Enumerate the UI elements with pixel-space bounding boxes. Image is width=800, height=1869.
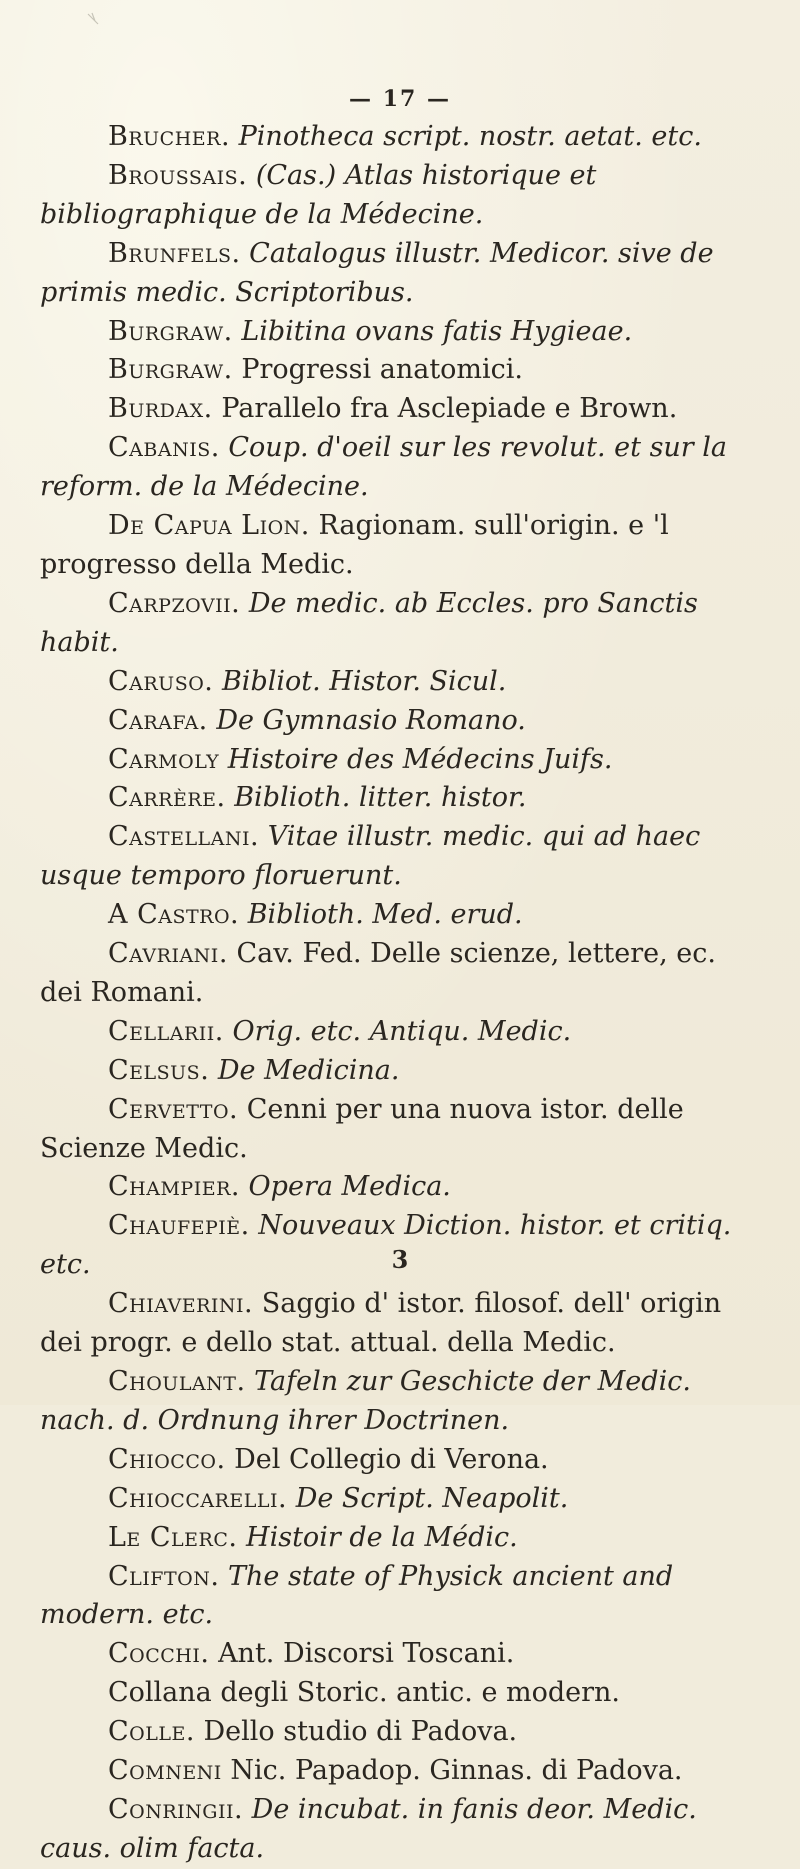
entry-author: Chaufepiè. <box>108 1210 250 1242</box>
list-item <box>40 585 745 663</box>
list-item <box>40 429 745 507</box>
list-item <box>40 1285 745 1363</box>
list-item <box>40 935 745 1013</box>
entry-author: Caruso. <box>108 665 214 697</box>
entry-title: Ant. Discorsi Toscani. <box>218 1638 515 1670</box>
list-item <box>40 663 745 702</box>
entry-author: Conringii. <box>108 1793 244 1825</box>
entry-title: Pinotheca script. nostr. aetat. etc. <box>238 121 702 152</box>
entry-title: Orig. etc. Antiqu. Medic. <box>232 1015 572 1047</box>
entry-title: Coup. d'oeil sur les revolut. et sur la reform. de la Médecine. <box>40 432 728 503</box>
entry-author: Le Clerc. <box>108 1521 238 1553</box>
entry-title: Libitina ovans fatis Hygieae. <box>241 315 633 347</box>
entry-title: De incubat. in fanis deor. Medic. caus. olim facta. <box>40 1793 697 1864</box>
entry-title: De Script. Neapolit. <box>295 1482 569 1514</box>
entry-title: Catalogus illustr. Medicor. sive de primis medic. Scriptoribus. <box>40 237 714 308</box>
list-item <box>40 1558 745 1636</box>
entry-title: (Cas.) Atlas historique et bibliographique de la Médecine. <box>40 159 597 230</box>
entry-title: The state of Physick ancient and modern. etc. <box>40 1560 674 1631</box>
entry-title: Ragionam. sull'origin. e 'l progresso della Medic. <box>40 510 669 580</box>
list-item <box>40 507 745 585</box>
entry-title: Nic. Papadop. Ginnas. di Padova. <box>230 1755 683 1787</box>
entry-author: De Capua Lion. <box>108 510 310 542</box>
entry-author: Broussais. <box>108 159 248 191</box>
entry-title: Bibliot. Histor. Sicul. <box>221 665 507 697</box>
list-item <box>40 1441 745 1480</box>
entry-author: Burgraw. <box>108 354 233 386</box>
list-item <box>40 779 745 818</box>
entry-title: Biblioth. Med. erud. <box>247 899 523 931</box>
entry-author: Choulant. <box>108 1366 246 1397</box>
entry-author: Chiocco. <box>108 1443 226 1475</box>
list-item <box>40 1791 745 1869</box>
list-item <box>40 1674 745 1713</box>
entry-author: Colle. <box>108 1716 195 1748</box>
entry-author: Cervetto. <box>108 1093 239 1125</box>
entry-author: Brunfels. <box>108 237 241 269</box>
entry-title: Progressi anatomici. <box>241 354 524 386</box>
entry-title: Parallelo fra Asclepiade e Brown. <box>221 393 678 425</box>
entry-title: De medic. ab Eccles. pro Sanctis habit. <box>40 587 698 658</box>
entry-title: Nouveaux Diction. histor. et critiq. etc. <box>40 1210 732 1281</box>
entry-author: Cavriani. <box>108 938 228 970</box>
entry-author: Carafa. <box>108 704 208 736</box>
entry-title: Opera Medica. <box>248 1171 451 1203</box>
list-item <box>40 1480 745 1519</box>
list-item <box>40 1363 745 1441</box>
entry-author: Cellarii. <box>108 1015 224 1047</box>
entry-title: Collana degli Storic. antic. e modern. <box>108 1677 620 1709</box>
entry-title: Biblioth. litter. histor. <box>234 782 527 814</box>
entry-author: Cabanis. <box>108 432 220 464</box>
entry-author: Celsus. <box>108 1054 210 1086</box>
bibliography-list <box>0 118 800 1869</box>
signature-mark: 3 <box>391 1245 409 1274</box>
list-item <box>40 118 745 157</box>
list-item <box>40 390 745 429</box>
entry-author: Clifton. <box>108 1560 220 1592</box>
list-item <box>40 896 745 935</box>
list-item <box>40 818 745 896</box>
entry-author: A Castro. <box>108 899 240 931</box>
entry-title: Histoire des Médecins Juifs. <box>227 743 613 775</box>
entry-title: Saggio d' istor. filosof. dell' origin dei progr. e dello stat. attual. della Medic. <box>40 1288 722 1359</box>
entry-author: Comneni <box>108 1755 222 1787</box>
list-item <box>40 741 745 780</box>
list-item <box>40 1168 745 1207</box>
entry-author: Chioccarelli. <box>108 1482 288 1514</box>
list-item <box>40 1752 745 1791</box>
list-item <box>40 1013 745 1052</box>
list-item <box>40 351 745 390</box>
entry-title: Histoir de la Médic. <box>246 1521 518 1553</box>
list-item <box>40 702 745 741</box>
ink-smudge-icon <box>86 12 100 26</box>
list-item <box>40 157 745 235</box>
entry-title: De Gymnasio Romano. <box>216 704 526 736</box>
entry-author: Carpzovii. <box>108 587 241 619</box>
list-item <box>40 1052 745 1091</box>
entry-author: Champier. <box>108 1171 240 1203</box>
entry-author: Brucher. <box>108 121 231 152</box>
entry-author: Burdax. <box>108 393 213 425</box>
entry-title: Del Collegio di Verona. <box>234 1443 549 1475</box>
entry-author: Carrère. <box>108 782 226 814</box>
entry-author: Cocchi. <box>108 1638 210 1670</box>
entry-author: Burgraw. <box>108 315 233 347</box>
page-number: — 17 — <box>349 86 451 112</box>
entry-author: Carmoly <box>108 743 220 775</box>
list-item <box>40 1635 745 1674</box>
entry-title: Cenni per una nuova istor. delle Scienze Medic. <box>40 1093 684 1164</box>
entry-title: Cav. Fed. Delle scienze, lettere, ec. dei Romani. <box>40 938 716 1008</box>
entry-author: Castellani. <box>108 821 260 853</box>
list-item <box>40 1519 745 1558</box>
entry-author: Chiaverini. <box>108 1288 254 1320</box>
list-item <box>40 313 745 352</box>
list-item <box>40 1713 745 1752</box>
entry-title: De Medicina. <box>217 1054 400 1086</box>
list-item <box>40 1091 745 1169</box>
entry-title: Vitae illustr. medic. qui ad haec usque temporo floruerunt. <box>40 821 701 892</box>
entry-title: Dello studio di Padova. <box>203 1716 518 1748</box>
entry-title: Tafeln zur Geschicte der Medic. nach. d. Ordnung ihrer Doctrinen. <box>40 1366 691 1436</box>
list-item <box>40 235 745 313</box>
